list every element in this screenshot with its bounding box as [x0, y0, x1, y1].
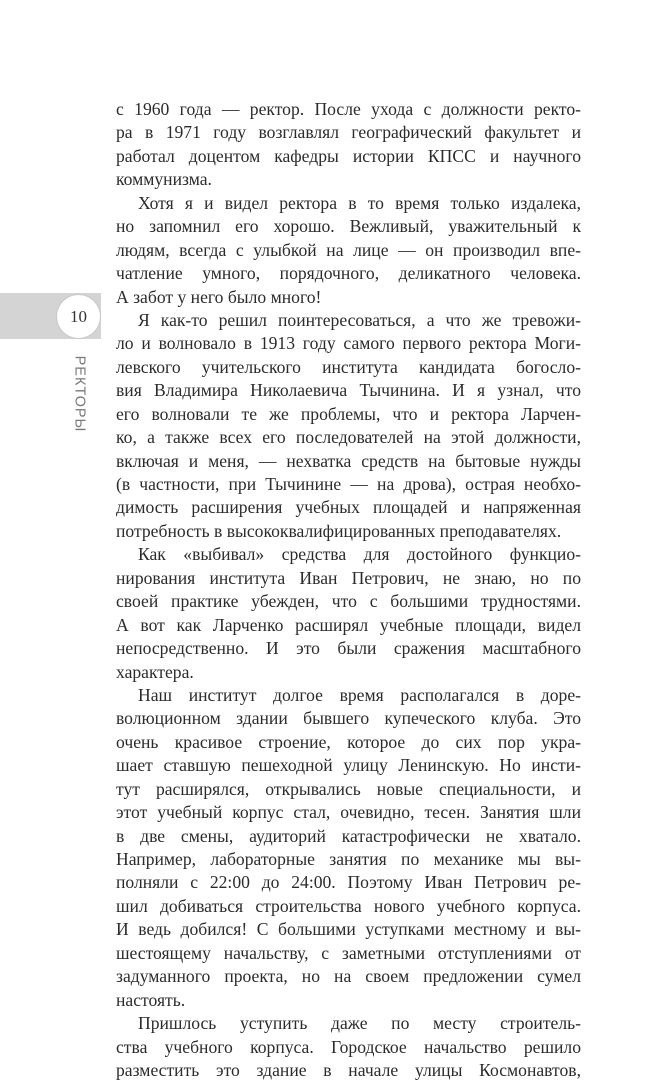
- text-line: коммунизма.: [116, 169, 212, 190]
- text-line: с 1960 года — ректор. После ухода с должности ректо-: [116, 99, 581, 119]
- text-line: очень красивое строение, которое до сих пор укра-: [116, 731, 581, 752]
- text-line: шил добиваться строительства нового учебного корпуса.: [116, 895, 581, 916]
- text-line: Как «выбивал» средства для достойного функцио-: [138, 544, 581, 565]
- text-line: ло и волновало в 1913 году самого первого ректора Моги-: [116, 333, 581, 354]
- text-line: своей практике убежден, что с большими трудностями.: [116, 591, 581, 612]
- text-line: полняли с 22:00 до 24:00. Поэтому Иван Петрович ре-: [116, 872, 581, 893]
- text-line: (в частности, при Тычинине — на дрова), острая необхо-: [116, 474, 581, 494]
- text-line: работал доцентом кафедры истории КПСС и научного: [116, 145, 581, 166]
- text-line: И ведь добился! С большими уступками местному и вы-: [116, 919, 581, 940]
- text-line: димость расширения учебных площадей и напряженная: [116, 497, 581, 518]
- text-line: этот учебный корпус стал, очевидно, тесен. Занятия шли: [116, 802, 581, 823]
- text-line: но запомнил его хорошо. Вежливый, уважительный к: [116, 216, 581, 237]
- text-line: потребность в высококвалифицированных преподавателях.: [116, 520, 562, 541]
- text-line: людям, всегда с улыбкой на лице — он производил впе-: [116, 239, 581, 260]
- text-line: шает ставшую пешеходной улицу Ленинскую. Но инсти-: [116, 755, 581, 776]
- text-line: левского учительского института кандидата богосло-: [116, 356, 581, 377]
- text-line: волюционном здании бывшего купеческого клуба. Это: [116, 708, 581, 729]
- text-line: характера.: [116, 661, 194, 682]
- running-head: РЕКТОРЫ: [71, 355, 87, 433]
- text-line: непосредственно. И это были сражения масштабного: [116, 638, 581, 659]
- text-line: Например, лабораторные занятия по механике мы вы-: [116, 849, 581, 869]
- text-line: вия Владимира Николаевича Тычинина. И я узнал, что: [116, 380, 581, 401]
- body-text: [116, 98, 581, 1082]
- text-line: нирования института Иван Петрович, не знаю, но по: [116, 567, 581, 588]
- text-line: в две смены, аудиторий катастрофически не хватало.: [116, 825, 581, 846]
- text-line: Я как-то решил поинтересоваться, а что же тревожи-: [138, 309, 581, 330]
- page-number: 10: [57, 295, 100, 338]
- text-line: А вот как Ларченко расширял учебные площади, видел: [116, 614, 581, 635]
- text-line: включая и меня, — нехватка средств на бытовые нужды: [116, 450, 581, 471]
- text-line: ства учебного корпуса. Городское начальство решило: [116, 1036, 581, 1057]
- text-line: разместить это здание в начале улицы Космонавтов,: [116, 1059, 581, 1080]
- text-line: Пришлось уступить даже по месту строитель-: [138, 1013, 581, 1034]
- text-line: чатление умного, порядочного, деликатного человека.: [116, 263, 581, 284]
- running-head-container: [65, 352, 93, 436]
- text-line: шестоящему начальству, с заметными отступлениями от: [116, 942, 581, 963]
- text-line: ко, а также всех его последователей на этой должности,: [116, 427, 581, 448]
- text-line: задуманного проекта, но на своем предложении сумел: [116, 966, 581, 987]
- text-line: тут расширялся, открывались новые специальности, и: [116, 778, 581, 799]
- text-line: А забот у него было много!: [116, 286, 322, 307]
- text-line: Хотя я и видел ректора в то время только издалека,: [138, 192, 581, 213]
- text-line: ра в 1971 году возглавлял географический факультет и: [116, 122, 581, 143]
- text-line: настоять.: [116, 989, 186, 1010]
- text-line: Наш институт долгое время располагался в доре-: [138, 684, 581, 705]
- text-line: его волновали те же проблемы, что и ректора Ларчен-: [116, 403, 581, 424]
